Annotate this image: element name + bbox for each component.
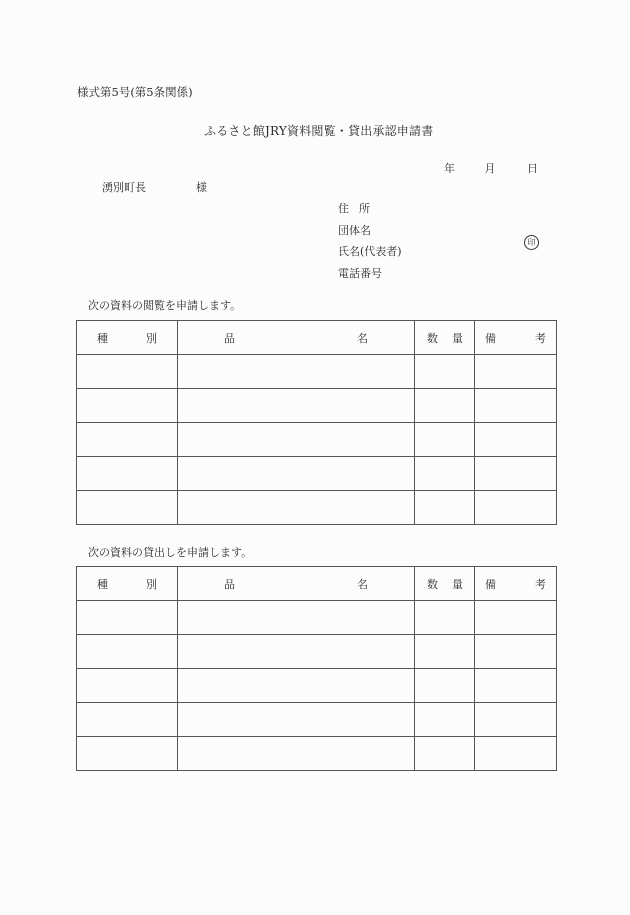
- lending-request-table: [76, 566, 557, 771]
- table-row: [77, 389, 557, 423]
- organization-label: 団体名: [338, 223, 371, 237]
- representative-name-label: 氏名(代表者): [338, 245, 402, 258]
- item-name-cell[interactable]: [178, 737, 415, 771]
- lending-section-heading: 次の資料の貸出しを申請します。: [88, 546, 253, 559]
- type-cell[interactable]: [77, 635, 178, 669]
- quantity-cell[interactable]: [415, 635, 475, 669]
- recipient-honorific: 様: [196, 181, 207, 194]
- date-year-label: 年: [444, 162, 455, 175]
- quantity-cell[interactable]: [415, 703, 475, 737]
- table-header-row: [77, 321, 557, 355]
- item-name-cell[interactable]: [178, 423, 415, 457]
- remarks-cell[interactable]: [475, 491, 557, 525]
- remarks-cell[interactable]: [475, 703, 557, 737]
- item-name-cell[interactable]: [178, 457, 415, 491]
- item-name-cell[interactable]: [178, 491, 415, 525]
- quantity-cell[interactable]: [415, 491, 475, 525]
- type-cell[interactable]: [77, 389, 178, 423]
- quantity-cell[interactable]: [415, 601, 475, 635]
- remarks-cell[interactable]: [475, 355, 557, 389]
- quantity-cell[interactable]: [415, 737, 475, 771]
- quantity-cell[interactable]: [415, 355, 475, 389]
- type-cell[interactable]: [77, 601, 178, 635]
- table-row: [77, 669, 557, 703]
- remarks-cell[interactable]: [475, 389, 557, 423]
- date-line: [444, 160, 538, 176]
- item-name-cell[interactable]: [178, 635, 415, 669]
- item-name-cell[interactable]: [178, 389, 415, 423]
- item-name-cell[interactable]: [178, 703, 415, 737]
- table-header-row: [77, 567, 557, 601]
- address-label-part-1: 住: [338, 202, 349, 215]
- column-header-remarks: 備 考: [475, 567, 557, 601]
- date-month-label: 月: [484, 162, 496, 175]
- remarks-cell[interactable]: [475, 423, 557, 457]
- table-row: [77, 457, 557, 491]
- table-row: [77, 703, 557, 737]
- table-row: [77, 737, 557, 771]
- viewing-request-table: [76, 320, 557, 525]
- quantity-cell[interactable]: [415, 457, 475, 491]
- column-header-item-name: 品 名: [178, 567, 415, 601]
- quantity-cell[interactable]: [415, 389, 475, 423]
- type-cell[interactable]: [77, 737, 178, 771]
- item-name-cell[interactable]: [178, 669, 415, 703]
- column-header-type: 種 別: [77, 321, 178, 355]
- column-header-quantity: 数 量: [415, 321, 475, 355]
- column-header-type: 種 別: [77, 567, 178, 601]
- recipient-name: 湧別町長: [102, 181, 146, 194]
- phone-label: 電話番号: [338, 266, 382, 280]
- type-cell[interactable]: [77, 423, 178, 457]
- item-name-cell[interactable]: [178, 601, 415, 635]
- document-title: ふるさと館JRY資料閲覧・貸出承認申請書: [204, 124, 434, 138]
- quantity-cell[interactable]: [415, 669, 475, 703]
- type-cell[interactable]: [77, 491, 178, 525]
- remarks-cell[interactable]: [475, 669, 557, 703]
- date-day-label: 日: [527, 162, 538, 175]
- column-header-remarks: 備 考: [475, 321, 557, 355]
- type-cell[interactable]: [77, 669, 178, 703]
- form-number: 様式第5号(第5条関係): [77, 85, 193, 99]
- quantity-cell[interactable]: [415, 423, 475, 457]
- applicant-block: [338, 198, 402, 284]
- remarks-cell[interactable]: [475, 635, 557, 669]
- table-row: [77, 423, 557, 457]
- viewing-section-heading: 次の資料の閲覧を申請します。: [88, 299, 242, 312]
- seal-icon: 印: [524, 235, 539, 250]
- remarks-cell[interactable]: [475, 737, 557, 771]
- column-header-item-name: 品 名: [178, 321, 415, 355]
- table-row: [77, 635, 557, 669]
- address-label-part-2: 所: [359, 202, 370, 215]
- column-header-quantity: 数 量: [415, 567, 475, 601]
- type-cell[interactable]: [77, 355, 178, 389]
- item-name-cell[interactable]: [178, 355, 415, 389]
- address-label: [338, 198, 402, 220]
- type-cell[interactable]: [77, 703, 178, 737]
- remarks-cell[interactable]: [475, 601, 557, 635]
- remarks-cell[interactable]: [475, 457, 557, 491]
- type-cell[interactable]: [77, 457, 178, 491]
- table-row: [77, 491, 557, 525]
- table-row: [77, 355, 557, 389]
- table-row: [77, 601, 557, 635]
